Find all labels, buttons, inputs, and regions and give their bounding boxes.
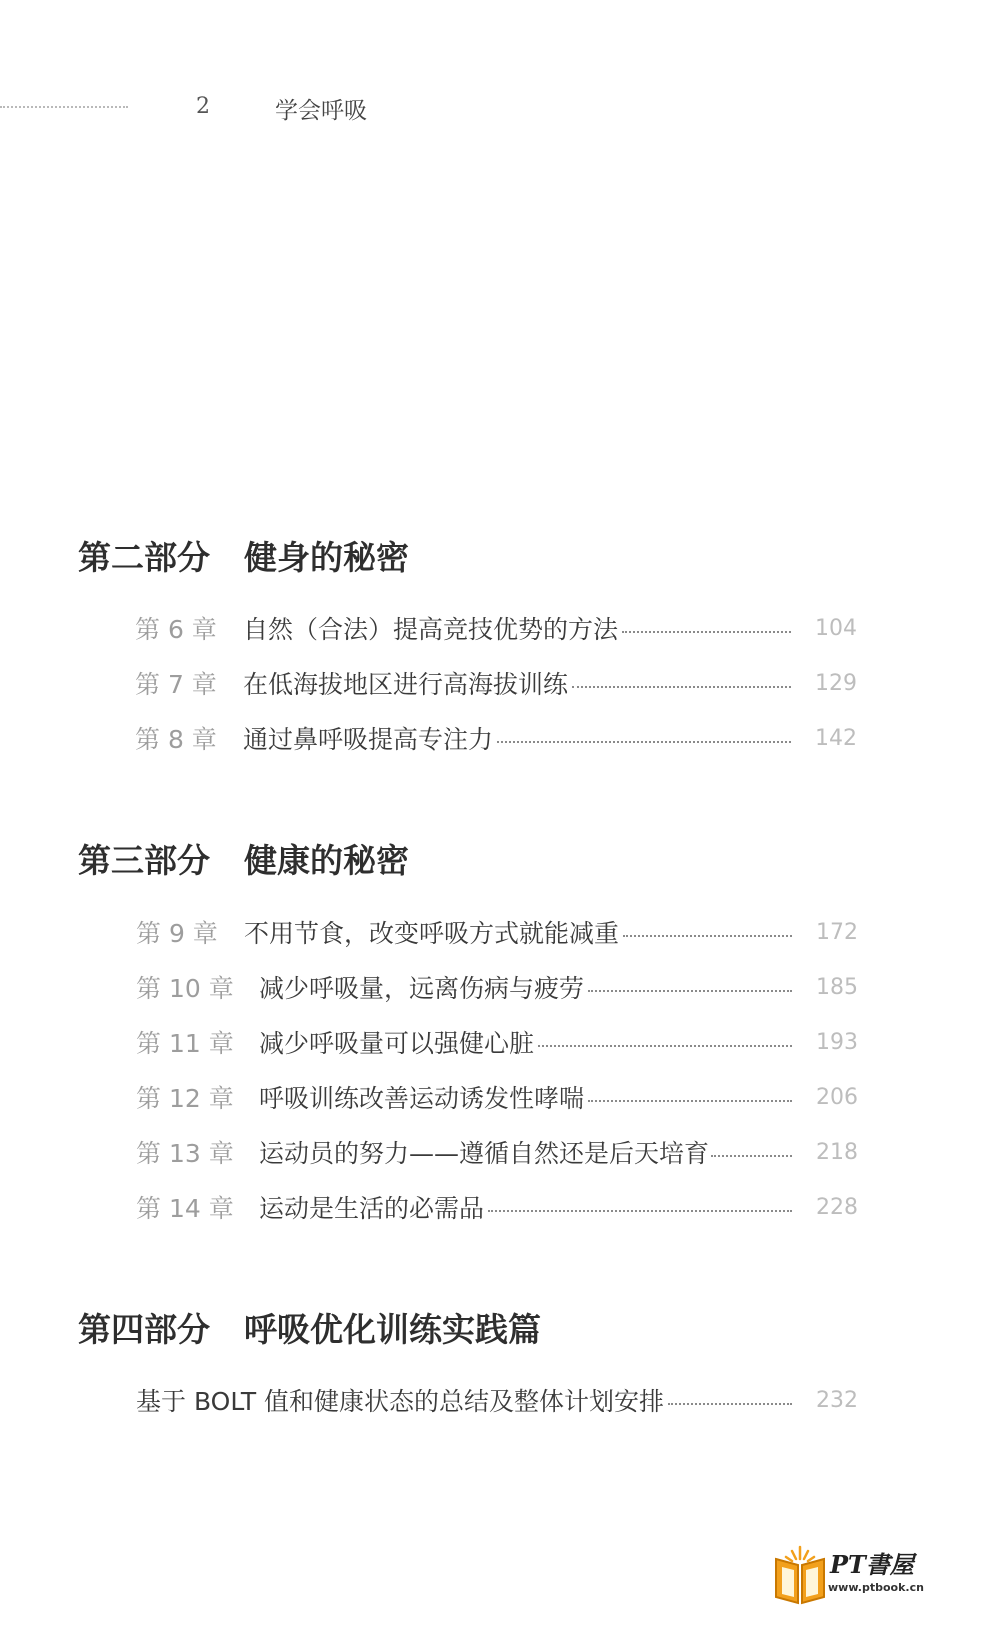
chapter-title: 通过鼻呼吸提高专注力 [243, 725, 494, 754]
part-title: 健康的秘密 [244, 841, 409, 880]
part-label: 第四部分 [78, 1310, 210, 1349]
chapter-label: 第 6 章 [135, 615, 217, 644]
dot-leader [572, 686, 791, 688]
dot-leader [622, 631, 791, 633]
part-label: 第三部分 [78, 841, 210, 880]
chapter-title: 自然（合法）提高竞技优势的方法 [243, 615, 619, 644]
dot-leader [711, 1155, 792, 1157]
page-ref: 104 [815, 615, 857, 641]
dot-leader [623, 935, 792, 937]
part-heading [78, 532, 409, 579]
toc-entry[interactable] [135, 718, 855, 758]
page-ref: 129 [815, 670, 857, 696]
chapter-label: 第 10 章 [136, 974, 234, 1003]
toc-entry[interactable] [136, 1077, 856, 1117]
chapter-label: 第 11 章 [136, 1029, 234, 1058]
page-ref: 142 [815, 725, 857, 751]
dot-leader [668, 1403, 792, 1405]
chapter-title: 呼吸训练改善运动诱发性哮喘 [259, 1084, 585, 1113]
toc-entry[interactable] [136, 967, 856, 1007]
chapter-label: 第 7 章 [135, 670, 217, 699]
toc-entry[interactable] [135, 663, 855, 703]
dot-leader [588, 1100, 792, 1102]
toc-entry[interactable] [136, 1380, 856, 1420]
chapter-title: 运动是生活的必需品 [259, 1194, 485, 1223]
chapter-label: 第 9 章 [136, 919, 218, 948]
part-heading [78, 835, 409, 882]
chapter-title: 减少呼吸量可以强健心脏 [259, 1029, 535, 1058]
page-ref: 193 [816, 1029, 858, 1055]
page-ref: 232 [816, 1387, 858, 1413]
chapter-title: 在低海拔地区进行高海拔训练 [243, 670, 569, 699]
header-rule [0, 106, 128, 108]
toc-entry[interactable] [136, 1187, 856, 1227]
chapter-label: 第 8 章 [135, 725, 217, 754]
toc-entry[interactable] [136, 912, 856, 952]
page-ref: 206 [816, 1084, 858, 1110]
dot-leader [488, 1210, 792, 1212]
toc-entry[interactable] [135, 608, 855, 648]
running-head-title: 学会呼吸 [275, 98, 367, 124]
watermark-url: www.ptbook.cn [828, 1581, 924, 1594]
dot-leader [538, 1045, 792, 1047]
chapter-title: 不用节食，改变呼吸方式就能减重 [244, 919, 620, 948]
page-ref: 172 [816, 919, 858, 945]
chapter-title: 运动员的努力——遵循自然还是后天培育 [259, 1139, 710, 1168]
book-logo-icon [770, 1545, 830, 1607]
part-title: 健身的秘密 [244, 538, 409, 577]
page-number: 2 [196, 94, 210, 119]
watermark-logo [770, 1545, 924, 1607]
dot-leader [588, 990, 792, 992]
dot-leader [497, 741, 791, 743]
chapter-label: 第 14 章 [136, 1194, 234, 1223]
chapter-label: 第 13 章 [136, 1139, 234, 1168]
page-ref: 185 [816, 974, 858, 1000]
part-title: 呼吸优化训练实践篇 [244, 1310, 541, 1349]
toc-entry[interactable] [136, 1132, 856, 1172]
chapter-label: 第 12 章 [136, 1084, 234, 1113]
part-label: 第二部分 [78, 538, 210, 577]
part-heading [78, 1304, 541, 1351]
chapter-title: 基于 BOLT 值和健康状态的总结及整体计划安排 [136, 1387, 665, 1416]
watermark-brand: PT書屋 [830, 1550, 914, 1579]
chapter-title: 减少呼吸量，远离伤病与疲劳 [259, 974, 585, 1003]
page-ref: 228 [816, 1194, 858, 1220]
page-ref: 218 [816, 1139, 858, 1165]
toc-entry[interactable] [136, 1022, 856, 1062]
